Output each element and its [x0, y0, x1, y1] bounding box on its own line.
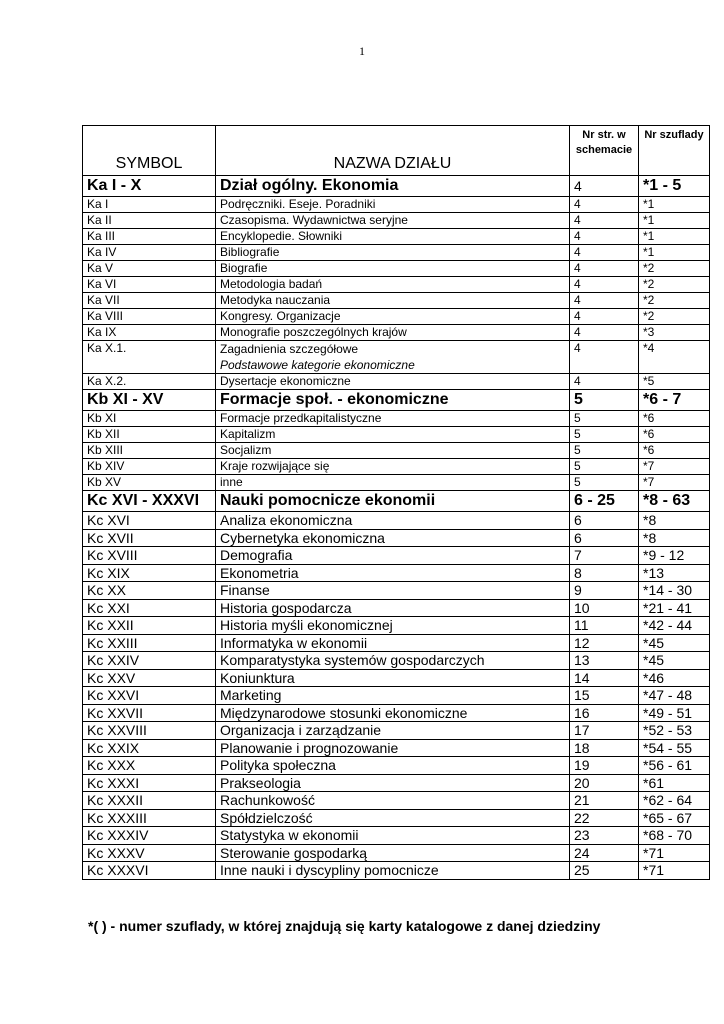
table-row — [83, 427, 710, 443]
row-name: Formacje przedkapitalistyczne — [216, 411, 570, 427]
row-page: 4 — [570, 277, 639, 293]
row-symbol: Ka X.1. — [83, 341, 216, 374]
section-drawer: *8 - 63 — [639, 491, 710, 512]
table-row — [83, 325, 710, 341]
row-page: 6 — [570, 529, 639, 547]
row-drawer: *1 — [639, 245, 710, 261]
row-drawer: *2 — [639, 277, 710, 293]
row-page: 7 — [570, 547, 639, 565]
row-name: Cybernetyka ekonomiczna — [216, 529, 570, 547]
row-symbol: Ka V — [83, 261, 216, 277]
row-page: 4 — [570, 374, 639, 390]
row-name: Historia myśli ekonomicznej — [216, 617, 570, 635]
row-symbol: Kc XXIII — [83, 634, 216, 652]
row-page: 6 — [570, 512, 639, 530]
table-row — [83, 862, 710, 880]
row-name: Analiza ekonomiczna — [216, 512, 570, 530]
row-drawer: *65 - 67 — [639, 809, 710, 827]
row-drawer: *21 - 41 — [639, 599, 710, 617]
row-name: inne — [216, 475, 570, 491]
row-drawer: *6 — [639, 411, 710, 427]
row-drawer: *8 — [639, 512, 710, 530]
row-drawer: *3 — [639, 325, 710, 341]
row-symbol: Kc XVII — [83, 529, 216, 547]
row-page: 14 — [570, 669, 639, 687]
section-row — [83, 176, 710, 197]
table-row — [83, 547, 710, 565]
table-row — [83, 774, 710, 792]
row-name — [216, 341, 570, 374]
row-page: 5 — [570, 459, 639, 475]
section-drawer: *1 - 5 — [639, 176, 710, 197]
footnote: *( ) - numer szuflady, w której znajdują się karty katalogowe z danej dziedziny — [88, 918, 601, 934]
table-row — [83, 374, 710, 390]
row-drawer: *52 - 53 — [639, 722, 710, 740]
row-drawer: *61 — [639, 774, 710, 792]
row-page: 15 — [570, 687, 639, 705]
row-name: Historia gospodarcza — [216, 599, 570, 617]
section-symbol: Kc XVI - XXXVI — [83, 491, 216, 512]
row-symbol: Kc XXV — [83, 669, 216, 687]
row-page: 18 — [570, 739, 639, 757]
table-row — [83, 617, 710, 635]
table-row — [83, 792, 710, 810]
row-name: Encyklopedie. Słowniki — [216, 229, 570, 245]
row-page: 4 — [570, 245, 639, 261]
table-row — [83, 213, 710, 229]
row-drawer: *6 — [639, 427, 710, 443]
row-name: Spółdzielczość — [216, 809, 570, 827]
row-drawer: *7 — [639, 459, 710, 475]
row-name: Metodyka nauczania — [216, 293, 570, 309]
row-drawer: *47 - 48 — [639, 687, 710, 705]
row-drawer: *8 — [639, 529, 710, 547]
row-page: 16 — [570, 704, 639, 722]
section-page: 5 — [570, 390, 639, 411]
row-drawer: *2 — [639, 261, 710, 277]
table-row — [83, 844, 710, 862]
section-symbol: Ka I - X — [83, 176, 216, 197]
row-name: Międzynarodowe stosunki ekonomiczne — [216, 704, 570, 722]
table-row — [83, 634, 710, 652]
section-name: Dział ogólny. Ekonomia — [216, 176, 570, 197]
row-page: 20 — [570, 774, 639, 792]
table-row — [83, 261, 710, 277]
row-name: Podręczniki. Eseje. Poradniki — [216, 197, 570, 213]
row-name: Finanse — [216, 582, 570, 600]
table-row — [83, 687, 710, 705]
row-symbol: Kc XXXI — [83, 774, 216, 792]
classification-table — [82, 125, 710, 880]
row-name: Dysertacje ekonomiczne — [216, 374, 570, 390]
row-name: Prakseologia — [216, 774, 570, 792]
page-number: 1 — [359, 44, 365, 58]
row-name: Kongresy. Organizacje — [216, 309, 570, 325]
row-name: Planowanie i prognozowanie — [216, 739, 570, 757]
row-symbol: Kb XIV — [83, 459, 216, 475]
row-drawer: *68 - 70 — [639, 827, 710, 845]
header-drawer-nr: Nr szuflady — [639, 126, 710, 176]
row-name: Demografia — [216, 547, 570, 565]
table-row — [83, 197, 710, 213]
table-row — [83, 341, 710, 374]
row-symbol: Kc XXI — [83, 599, 216, 617]
row-page: 17 — [570, 722, 639, 740]
row-drawer: *56 - 61 — [639, 757, 710, 775]
row-symbol: Kc XXIV — [83, 652, 216, 670]
row-name: Statystyka w ekonomii — [216, 827, 570, 845]
table-row — [83, 809, 710, 827]
row-symbol: Ka II — [83, 213, 216, 229]
row-page: 25 — [570, 862, 639, 880]
row-drawer: *71 — [639, 844, 710, 862]
row-symbol: Ka X.2. — [83, 374, 216, 390]
row-symbol: Kc XXXIII — [83, 809, 216, 827]
section-name: Formacje społ. - ekonomiczne — [216, 390, 570, 411]
row-drawer: *6 — [639, 443, 710, 459]
row-symbol: Ka VII — [83, 293, 216, 309]
row-page: 5 — [570, 427, 639, 443]
row-drawer: *9 - 12 — [639, 547, 710, 565]
table-row — [83, 564, 710, 582]
row-page: 13 — [570, 652, 639, 670]
row-name: Biografie — [216, 261, 570, 277]
row-page: 8 — [570, 564, 639, 582]
table-row — [83, 582, 710, 600]
row-page: 5 — [570, 411, 639, 427]
row-drawer: *14 - 30 — [639, 582, 710, 600]
row-page: 4 — [570, 197, 639, 213]
row-page: 4 — [570, 213, 639, 229]
row-symbol: Kb XII — [83, 427, 216, 443]
row-page: 4 — [570, 309, 639, 325]
row-symbol: Kc XXX — [83, 757, 216, 775]
row-symbol: Kc XIX — [83, 564, 216, 582]
row-page: 5 — [570, 475, 639, 491]
row-name: Bibliografie — [216, 245, 570, 261]
row-drawer: *54 - 55 — [639, 739, 710, 757]
table-row — [83, 722, 710, 740]
row-drawer: *7 — [639, 475, 710, 491]
row-symbol: Kc XXII — [83, 617, 216, 635]
section-row — [83, 390, 710, 411]
table-row — [83, 459, 710, 475]
row-symbol: Ka VI — [83, 277, 216, 293]
table-row — [83, 512, 710, 530]
row-symbol: Kc XXVIII — [83, 722, 216, 740]
row-name: Sterowanie gospodarką — [216, 844, 570, 862]
section-page: 4 — [570, 176, 639, 197]
row-drawer: *2 — [639, 293, 710, 309]
table-row — [83, 293, 710, 309]
row-name: Koniunktura — [216, 669, 570, 687]
row-symbol: Kb XI — [83, 411, 216, 427]
table-row — [83, 309, 710, 325]
row-name: Socjalizm — [216, 443, 570, 459]
row-drawer: *46 — [639, 669, 710, 687]
table-row — [83, 529, 710, 547]
row-page: 10 — [570, 599, 639, 617]
row-symbol: Kc XX — [83, 582, 216, 600]
row-page: 22 — [570, 809, 639, 827]
table-row — [83, 669, 710, 687]
row-name: Metodologia badań — [216, 277, 570, 293]
header-name: NAZWA DZIAŁU — [216, 126, 570, 176]
row-name: Kapitalizm — [216, 427, 570, 443]
row-drawer: *4 — [639, 341, 710, 374]
row-symbol: Kc XVIII — [83, 547, 216, 565]
row-drawer: *45 — [639, 652, 710, 670]
table-header-row — [83, 126, 710, 176]
row-drawer: *71 — [639, 862, 710, 880]
row-page: 23 — [570, 827, 639, 845]
row-symbol: Ka VIII — [83, 309, 216, 325]
table-row — [83, 411, 710, 427]
row-symbol: Kc XXXII — [83, 792, 216, 810]
row-name: Rachunkowość — [216, 792, 570, 810]
row-name: Monografie poszczególnych krajów — [216, 325, 570, 341]
row-page: 5 — [570, 443, 639, 459]
row-drawer: *5 — [639, 374, 710, 390]
section-drawer: *6 - 7 — [639, 390, 710, 411]
table-row — [83, 475, 710, 491]
row-page: 11 — [570, 617, 639, 635]
row-drawer: *45 — [639, 634, 710, 652]
table-row — [83, 277, 710, 293]
row-name: Marketing — [216, 687, 570, 705]
row-name: Organizacja i zarządzanie — [216, 722, 570, 740]
table-body — [83, 176, 710, 880]
row-page: 4 — [570, 229, 639, 245]
row-drawer: *62 - 64 — [639, 792, 710, 810]
row-symbol: Ka III — [83, 229, 216, 245]
section-row — [83, 491, 710, 512]
header-page-nr: Nr str. w schemacie — [570, 126, 639, 176]
row-drawer: *1 — [639, 213, 710, 229]
row-page: 4 — [570, 293, 639, 309]
table-row — [83, 827, 710, 845]
row-name-sub: Podstawowe kategorie ekonomiczne — [220, 358, 415, 372]
header-symbol: SYMBOL — [83, 126, 216, 176]
row-drawer: *2 — [639, 309, 710, 325]
row-drawer: *1 — [639, 197, 710, 213]
row-drawer: *1 — [639, 229, 710, 245]
row-page: 4 — [570, 341, 639, 374]
row-name-main: Zagadnienia szczegółowe — [220, 342, 359, 356]
row-name: Czasopisma. Wydawnictwa seryjne — [216, 213, 570, 229]
row-symbol: Kc XXXVI — [83, 862, 216, 880]
row-symbol: Kc XXXV — [83, 844, 216, 862]
row-page: 24 — [570, 844, 639, 862]
row-name: Kraje rozwijające się — [216, 459, 570, 475]
row-symbol: Ka I — [83, 197, 216, 213]
row-page: 4 — [570, 325, 639, 341]
section-page: 6 - 25 — [570, 491, 639, 512]
table-row — [83, 739, 710, 757]
row-name: Ekonometria — [216, 564, 570, 582]
row-page: 21 — [570, 792, 639, 810]
row-page: 9 — [570, 582, 639, 600]
row-symbol: Kc XXVI — [83, 687, 216, 705]
table-row — [83, 757, 710, 775]
table-row — [83, 443, 710, 459]
row-drawer: *49 - 51 — [639, 704, 710, 722]
row-page: 19 — [570, 757, 639, 775]
row-symbol: Ka IX — [83, 325, 216, 341]
row-page: 4 — [570, 261, 639, 277]
row-symbol: Kc XXVII — [83, 704, 216, 722]
row-drawer: *13 — [639, 564, 710, 582]
row-name: Inne nauki i dyscypliny pomocnicze — [216, 862, 570, 880]
table-row — [83, 704, 710, 722]
row-name: Komparatystyka systemów gospodarczych — [216, 652, 570, 670]
row-drawer: *42 - 44 — [639, 617, 710, 635]
row-name: Polityka społeczna — [216, 757, 570, 775]
row-symbol: Kb XV — [83, 475, 216, 491]
row-name: Informatyka w ekonomii — [216, 634, 570, 652]
row-symbol: Kc XXIX — [83, 739, 216, 757]
row-page: 12 — [570, 634, 639, 652]
row-symbol: Kb XIII — [83, 443, 216, 459]
section-name: Nauki pomocnicze ekonomii — [216, 491, 570, 512]
table-row — [83, 245, 710, 261]
table-row — [83, 229, 710, 245]
row-symbol: Kc XXXIV — [83, 827, 216, 845]
section-symbol: Kb XI - XV — [83, 390, 216, 411]
row-symbol: Kc XVI — [83, 512, 216, 530]
table-row — [83, 652, 710, 670]
table-row — [83, 599, 710, 617]
row-symbol: Ka IV — [83, 245, 216, 261]
